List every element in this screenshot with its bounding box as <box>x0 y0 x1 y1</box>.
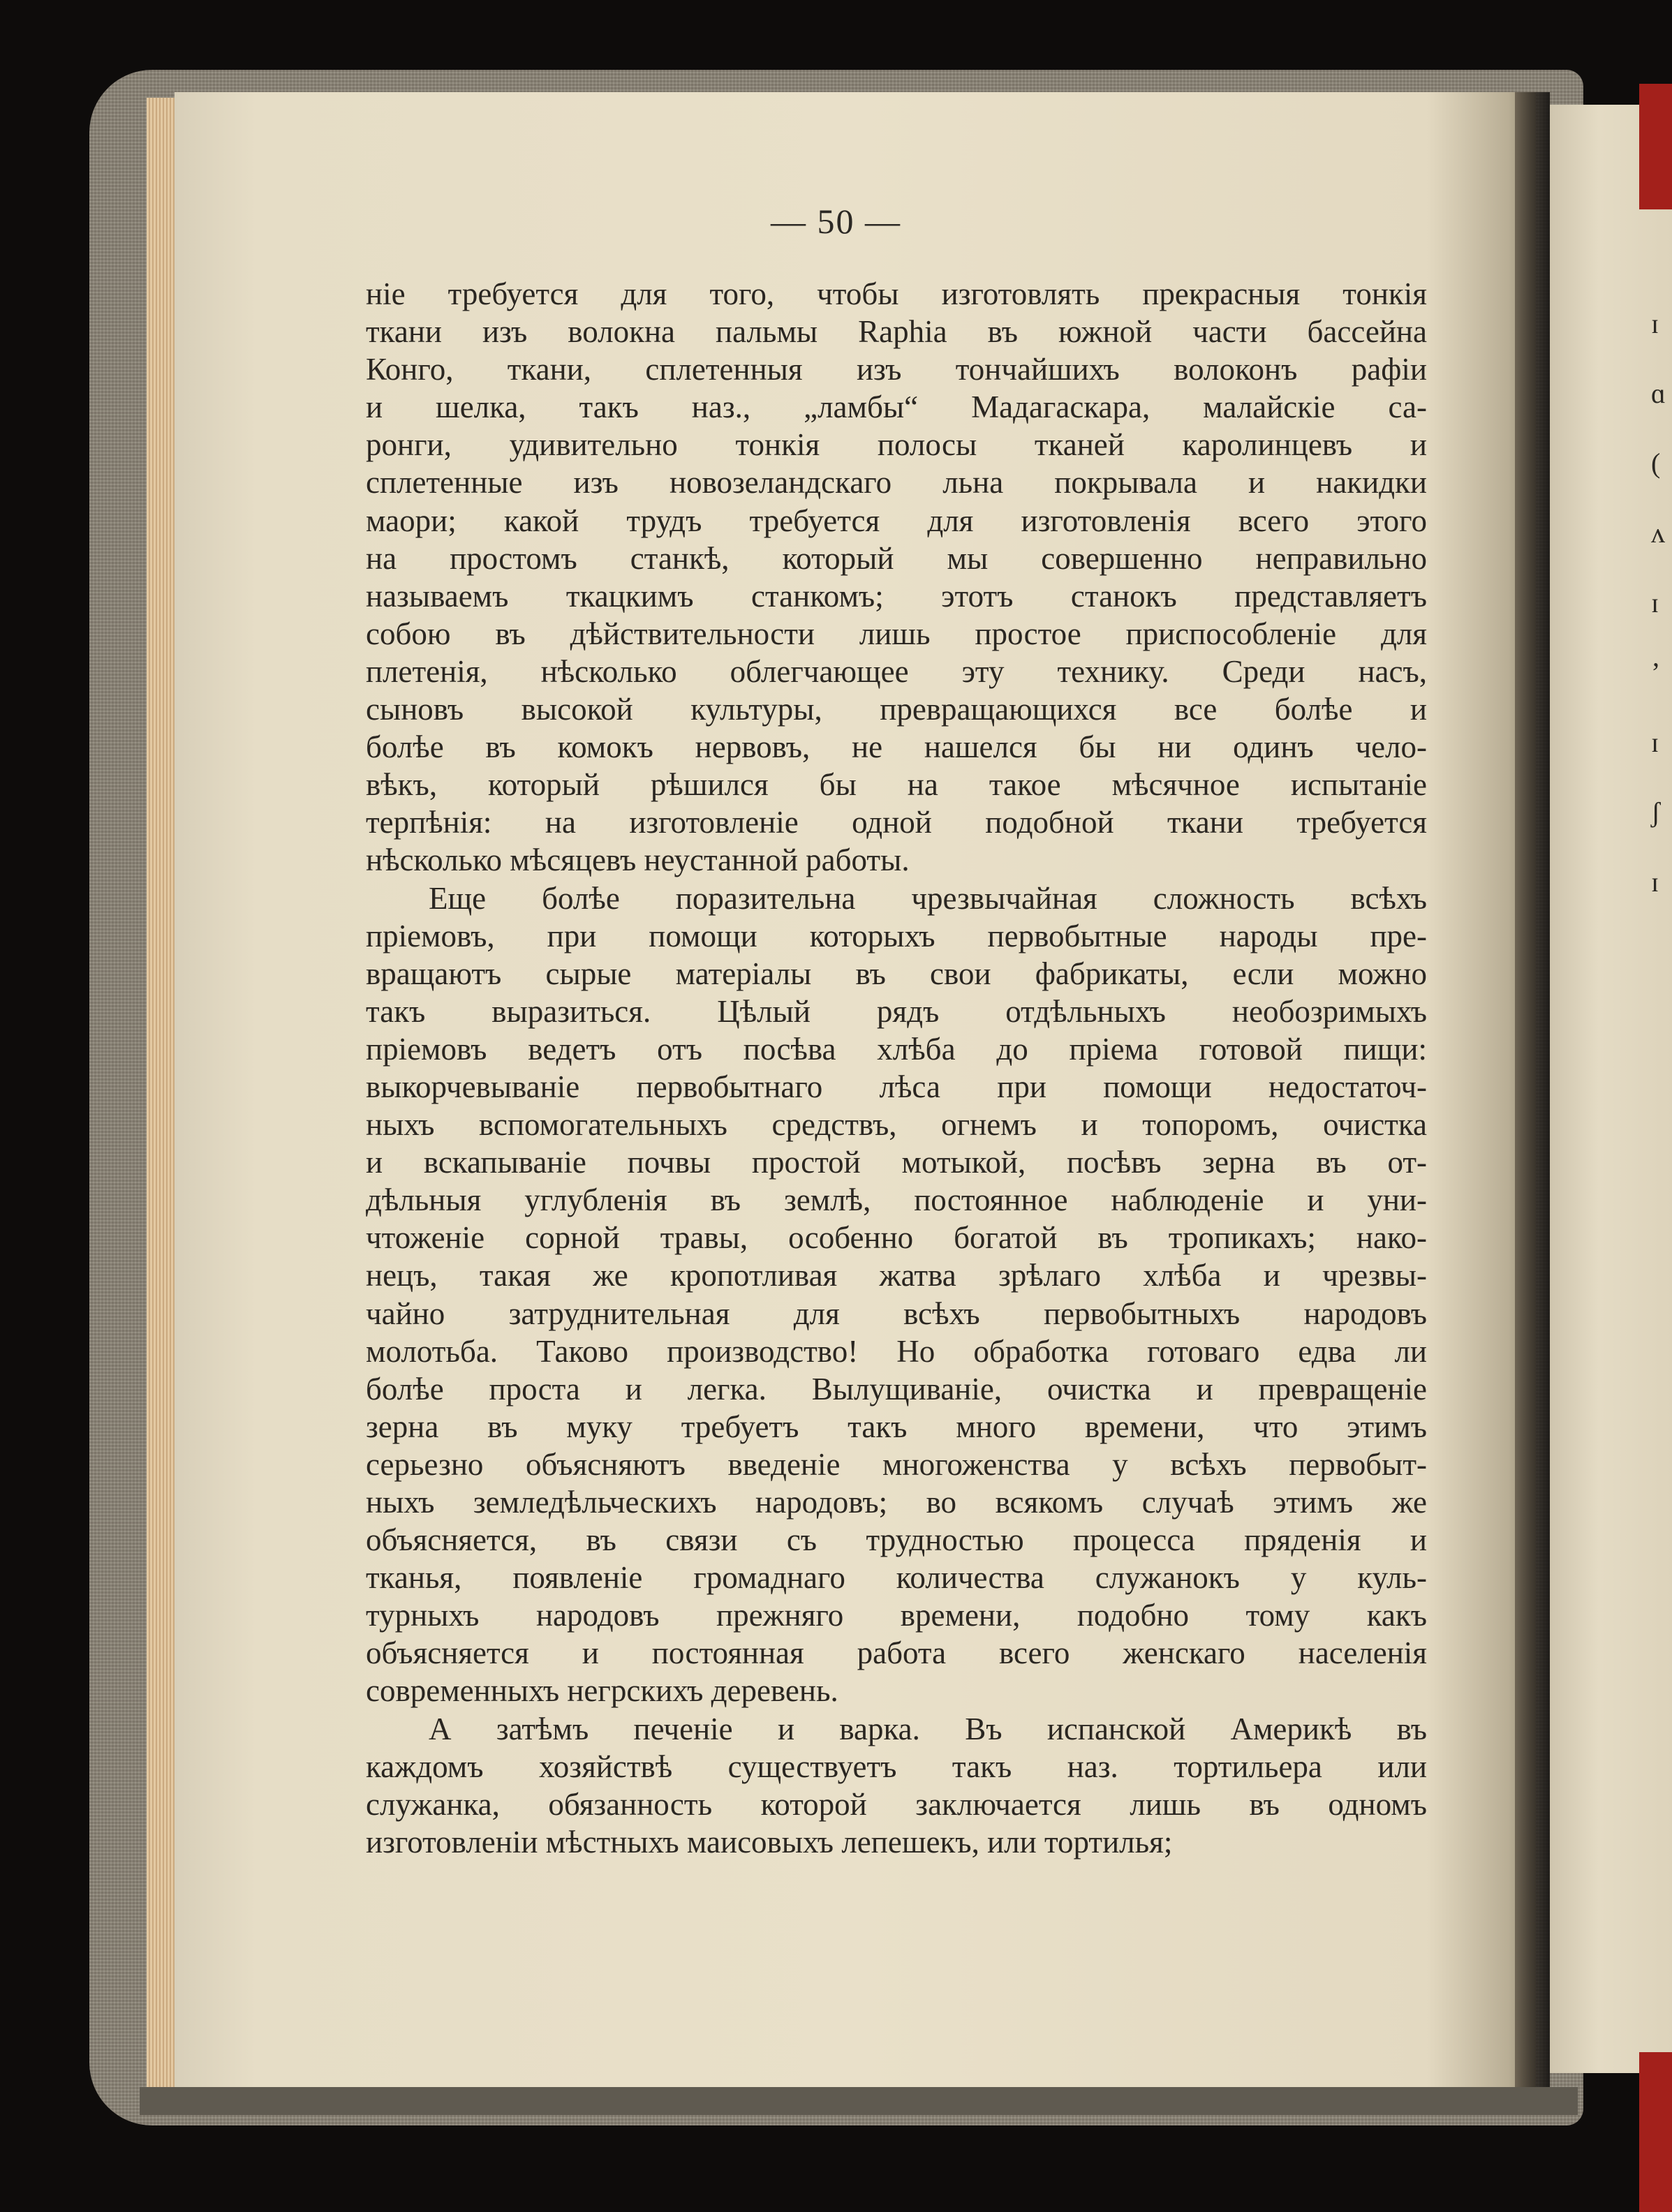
right-page-fragment: ɑ <box>1651 378 1666 409</box>
text-line: служанка, обязанность которой заключается лишь въ одномъ <box>366 1786 1427 1822</box>
text-line: нѣсколько мѣсяцевъ неустанной работы. <box>366 843 910 878</box>
right-page-fragment: ɪ <box>1651 727 1659 758</box>
text-line: ронги, удивительно тонкія полосы тканей каролинцевъ и <box>366 427 1427 463</box>
text-line: ныхъ вспомогательныхъ средствъ, огнемъ и топоромъ, очистка <box>366 1107 1427 1143</box>
text-line: сплетенные изъ новозеландскаго льна покрывала и накидки <box>366 465 1427 500</box>
text-line: изготовленіи мѣстныхъ маисовыхъ лепешекъ, или тортилья; <box>366 1824 1173 1860</box>
text-line: такъ выразиться. Цѣлый рядъ отдѣльныхъ необозримыхъ <box>366 993 1427 1029</box>
text-line: маори; какой трудъ требуется для изготовленія всего этого <box>366 503 1427 538</box>
text-line: и шелка, такъ наз., „ламбы“ Мадагаскара, малайскіе са- <box>366 389 1427 425</box>
right-page-fragment: ɪ <box>1651 587 1659 618</box>
text-line: нецъ, такая же кропотливая жатва зрѣлаго хлѣба и чрезвы- <box>366 1258 1427 1293</box>
text-line: плетенія, нѣсколько облегчающее эту технику. Среди насъ, <box>366 653 1427 689</box>
text-line: зерна въ муку требуетъ такъ много времени, что этимъ <box>366 1409 1427 1444</box>
text-line: пріемовъ, при помощи которыхъ первобытные народы пре- <box>366 918 1427 953</box>
text-line: вѣкъ, который рѣшился бы на такое мѣсячное испытаніе <box>366 767 1427 803</box>
right-page-fragment: ɪ <box>1651 308 1659 339</box>
ribbon-bookmark-bottom <box>1639 2052 1672 2212</box>
text-line: выкорчевываніе первобытнаго лѣса при помощи недостаточ- <box>366 1069 1427 1104</box>
text-line: современныхъ негрскихъ деревень. <box>366 1673 838 1709</box>
ribbon-bookmark-top <box>1639 84 1672 209</box>
text-line: вращаютъ сырые матеріалы въ свои фабрикаты, если можно <box>366 956 1427 991</box>
text-line: объясняется и постоянная работа всего женскаго населенія <box>366 1635 1427 1671</box>
text-line: сыновъ высокой культуры, превращающихся все болѣе и <box>366 692 1427 727</box>
text-line: чтоженіе сорной травы, особенно богатой въ тропикахъ; нако- <box>366 1220 1427 1256</box>
text-line: турныхъ народовъ прежняго времени, подобно тому какъ <box>366 1598 1427 1633</box>
text-line: Еще болѣе поразительна чрезвычайная сложность всѣхъ <box>429 880 1427 916</box>
right-page-fragment: ɪ <box>1651 866 1659 898</box>
text-line: собою въ дѣйствительности лишь простое приспособленіе для <box>366 616 1427 651</box>
text-line: молотьба. Таково производство! Но обработка готоваго едва ли <box>366 1333 1427 1369</box>
text-line: называемъ ткацкимъ станкомъ; этотъ станокъ представляетъ <box>366 578 1427 614</box>
body-text <box>366 275 1427 1861</box>
text-line: и вскапываніе почвы простой мотыкой, посѣвъ зерна въ от- <box>366 1145 1427 1180</box>
text-line: ніе требуется для того, чтобы изготовлять прекрасныя тонкія <box>366 276 1427 311</box>
book-gutter <box>1515 92 1550 2087</box>
right-page-fragment: ʼ <box>1651 657 1661 688</box>
right-page-fragment: ʌ <box>1651 517 1665 549</box>
text-line: серьезно объясняютъ введеніе многоженства у всѣхъ первобыт- <box>366 1446 1427 1482</box>
text-line: болѣе проста и легка. Вылущиваніе, очистка и превращеніе <box>366 1371 1427 1406</box>
text-line: дѣльныя углубленія въ землѣ, постоянное наблюденіе и уни- <box>366 1182 1427 1218</box>
text-line: ткани изъ волокна пальмы Raphia въ южной части бассейна <box>366 314 1427 350</box>
text-line: объясняется, въ связи съ трудностью процесса пряденія и <box>366 1522 1427 1558</box>
text-line: на простомъ станкѣ, который мы совершенно неправильно <box>366 540 1427 576</box>
right-page <box>1550 105 1672 2073</box>
text-line: тканья, появленіе громаднаго количества служанокъ у куль- <box>366 1560 1427 1596</box>
cover-bottom-edge <box>140 2087 1578 2115</box>
right-page-fragment: ʃ <box>1651 796 1661 828</box>
text-line: Конго, ткани, сплетенныя изъ тончайшихъ волоконъ рафіи <box>366 352 1427 387</box>
text-line: А затѣмъ печеніе и варка. Въ испанской Америкѣ въ <box>429 1711 1427 1746</box>
text-line: пріемовъ ведетъ отъ посѣва хлѣба до пріема готовой пищи: <box>366 1031 1427 1067</box>
text-line: каждомъ хозяйствѣ существуетъ такъ наз. тортильера или <box>366 1749 1427 1784</box>
text-line: терпѣнія: на изготовленіе одной подобной ткани требуется <box>366 805 1427 840</box>
text-line: болѣе въ комокъ нервовъ, не нашелся бы ни одинъ чело- <box>366 729 1427 765</box>
text-line: чайно затруднительная для всѣхъ первобытныхъ народовъ <box>366 1296 1427 1331</box>
right-page-fragment: ( <box>1651 447 1661 479</box>
text-line: ныхъ земледѣльческихъ народовъ; во всякомъ случаѣ этимъ же <box>366 1485 1427 1520</box>
page-number: — 50 — <box>771 202 901 241</box>
